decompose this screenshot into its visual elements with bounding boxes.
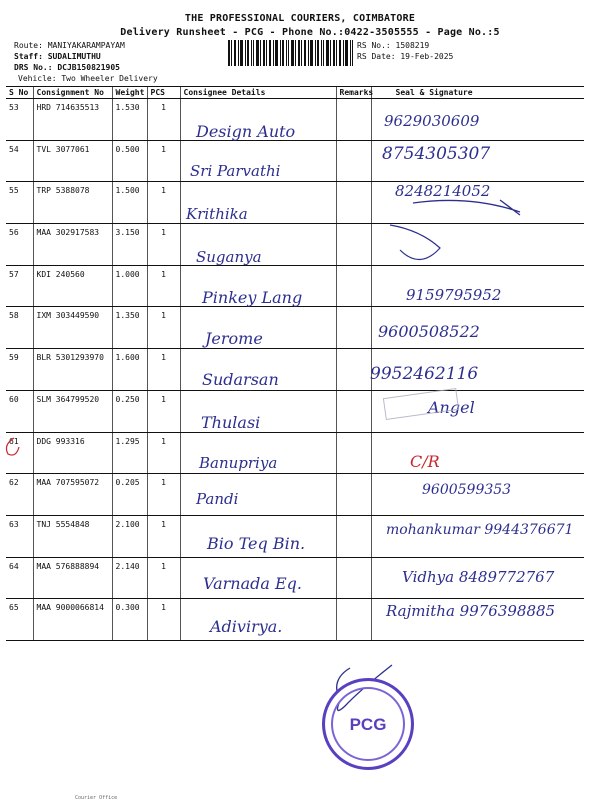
cell-signature <box>371 182 584 224</box>
cell-remarks <box>336 224 371 266</box>
cell-consignee <box>180 140 336 182</box>
rs-date: RS Date: 19-Feb-2025 <box>357 52 454 61</box>
vehicle-label: Vehicle: Two Wheeler Delivery <box>18 74 158 83</box>
drs-label: DRS No.: DCJB150821905 <box>14 63 120 72</box>
col-header-pcs: PCS <box>147 87 180 99</box>
runsheet-table <box>6 86 584 641</box>
cell-sno: 56 <box>6 224 33 266</box>
cell-signature <box>371 349 584 391</box>
footer-note: Courier Office <box>75 795 118 800</box>
cell-signature <box>371 390 584 432</box>
cell-consignee <box>180 432 336 474</box>
cell-pcs: 1 <box>147 182 180 224</box>
table-row <box>6 224 584 266</box>
cell-weight: 1.295 <box>112 432 147 474</box>
signature-handwriting: 9629030609 <box>384 112 480 130</box>
consignee-handwriting: Bio Teq Bin. <box>207 534 306 553</box>
cell-remarks <box>336 474 371 516</box>
consignee-handwriting: Banupriya <box>199 454 278 472</box>
cell-remarks <box>336 390 371 432</box>
pcg-seal-stamp <box>322 678 414 770</box>
cell-remarks <box>336 599 371 641</box>
cell-sno: 64 <box>6 557 33 599</box>
cell-consignee <box>180 265 336 307</box>
cell-weight: 1.500 <box>112 182 147 224</box>
consignee-handwriting: Sudarsan <box>202 370 279 389</box>
cell-remarks <box>336 140 371 182</box>
cell-consignee <box>180 182 336 224</box>
cell-pcs: 1 <box>147 557 180 599</box>
cell-sno: 58 <box>6 307 33 349</box>
cell-sno: 59 <box>6 349 33 391</box>
cell-consignment-no: MAA 576888894 <box>33 557 112 599</box>
cell-remarks <box>336 349 371 391</box>
cell-signature <box>371 515 584 557</box>
table-row <box>6 307 584 349</box>
cell-sno: 54 <box>6 140 33 182</box>
cell-consignment-no: HRD 714635513 <box>33 99 112 141</box>
table-row <box>6 349 584 391</box>
cell-sno: 61 <box>6 432 33 474</box>
table-header-row <box>6 87 584 99</box>
table-row <box>6 474 584 516</box>
cell-consignee <box>180 515 336 557</box>
table-row <box>6 140 584 182</box>
cell-signature <box>371 224 584 266</box>
col-header-sno: S No <box>6 87 33 99</box>
cell-remarks <box>336 557 371 599</box>
cell-remarks <box>336 432 371 474</box>
table-row <box>6 390 584 432</box>
cell-sno: 53 <box>6 99 33 141</box>
remark-handwriting: C/R <box>410 452 440 471</box>
cell-weight: 0.500 <box>112 140 147 182</box>
consignee-handwriting: Sri Parvathi <box>190 162 281 180</box>
cell-pcs: 1 <box>147 224 180 266</box>
cell-consignment-no: KDI 240560 <box>33 265 112 307</box>
table-row <box>6 515 584 557</box>
cell-consignment-no: DDG 993316 <box>33 432 112 474</box>
consignee-handwriting: Krithika <box>186 205 248 223</box>
consignee-handwriting: Adivirya. <box>210 617 283 636</box>
cell-remarks <box>336 99 371 141</box>
cell-pcs: 1 <box>147 349 180 391</box>
staff-label: Staff: SUDALIMUTHU <box>14 52 101 61</box>
cell-signature <box>371 140 584 182</box>
consignee-handwriting: Design Auto <box>196 122 296 141</box>
cell-consignee <box>180 557 336 599</box>
cell-pcs: 1 <box>147 307 180 349</box>
cell-consignment-no: MAA 302917583 <box>33 224 112 266</box>
table-row <box>6 557 584 599</box>
signature-handwriting: 8754305307 <box>382 144 491 164</box>
cell-consignment-no: IXM 303449590 <box>33 307 112 349</box>
cell-sno: 63 <box>6 515 33 557</box>
barcode-image <box>228 40 353 66</box>
signature-handwriting: 9600508522 <box>378 322 480 341</box>
cell-sno: 65 <box>6 599 33 641</box>
cell-consignee <box>180 99 336 141</box>
table-row <box>6 265 584 307</box>
signature-handwriting: Vidhya 8489772767 <box>402 568 555 586</box>
cell-consignment-no: TRP 5388078 <box>33 182 112 224</box>
rs-number: RS No.: 1508219 <box>357 41 430 50</box>
cell-signature <box>371 599 584 641</box>
table-row <box>6 432 584 474</box>
consignee-handwriting: Suganya <box>196 248 262 266</box>
consignee-handwriting: Jerome <box>205 329 263 348</box>
cell-consignee <box>180 349 336 391</box>
cell-consignee <box>180 307 336 349</box>
cell-signature <box>371 557 584 599</box>
consignee-handwriting: Varnada Eq. <box>203 574 302 593</box>
cell-consignment-no: MAA 9000066814 <box>33 599 112 641</box>
cell-pcs: 1 <box>147 432 180 474</box>
cell-weight: 0.250 <box>112 390 147 432</box>
signature-handwriting: Rajmitha 9976398885 <box>386 602 556 620</box>
signature-handwriting: mohankumar 9944376671 <box>386 522 574 538</box>
table-row <box>6 99 584 141</box>
cell-consignee <box>180 390 336 432</box>
cell-pcs: 1 <box>147 515 180 557</box>
cell-weight: 0.300 <box>112 599 147 641</box>
cell-weight: 2.100 <box>112 515 147 557</box>
cell-remarks <box>336 182 371 224</box>
cell-pcs: 1 <box>147 474 180 516</box>
col-header-weight: Weight <box>112 87 147 99</box>
stamp-text: PCG <box>349 715 387 734</box>
signature-handwriting: 9952462116 <box>370 364 479 384</box>
cell-consignment-no: TNJ 5554848 <box>33 515 112 557</box>
cell-signature <box>371 432 584 474</box>
col-header-consignee: Consignee Details <box>180 87 336 99</box>
cell-consignee <box>180 599 336 641</box>
table-row <box>6 182 584 224</box>
cell-pcs: 1 <box>147 390 180 432</box>
consignee-handwriting: Thulasi <box>201 413 261 432</box>
col-header-consignment: Consignment No <box>33 87 112 99</box>
cell-weight: 1.350 <box>112 307 147 349</box>
cell-sno: 60 <box>6 390 33 432</box>
cell-consignment-no: BLR 5301293970 <box>33 349 112 391</box>
cell-consignee <box>180 474 336 516</box>
table-row <box>6 599 584 641</box>
cell-weight: 1.600 <box>112 349 147 391</box>
cell-signature <box>371 307 584 349</box>
cell-signature <box>371 99 584 141</box>
cell-weight: 1.530 <box>112 99 147 141</box>
cell-weight: 1.000 <box>112 265 147 307</box>
col-header-signature: Seal & Signature <box>371 87 584 99</box>
signature-handwriting: 9600599353 <box>422 482 512 498</box>
cell-signature <box>371 474 584 516</box>
cell-consignment-no: MAA 707595072 <box>33 474 112 516</box>
cell-remarks <box>336 265 371 307</box>
cell-weight: 2.140 <box>112 557 147 599</box>
runsheet-title: THE PROFESSIONAL COURIERS, COIMBATORE <box>184 13 416 24</box>
cell-sno: 62 <box>6 474 33 516</box>
cell-remarks <box>336 515 371 557</box>
signature-handwriting: 8248214052 <box>395 182 491 200</box>
cell-consignment-no: TVL 3077061 <box>33 140 112 182</box>
cell-sno: 57 <box>6 265 33 307</box>
cell-pcs: 1 <box>147 265 180 307</box>
cell-consignment-no: SLM 364799520 <box>33 390 112 432</box>
cell-signature <box>371 265 584 307</box>
cell-sno: 55 <box>6 182 33 224</box>
consignee-handwriting: Pinkey Lang <box>202 288 303 307</box>
col-header-remarks: Remarks <box>336 87 371 99</box>
cell-pcs: 1 <box>147 140 180 182</box>
consignee-handwriting: Pandi <box>196 490 239 508</box>
cell-remarks <box>336 307 371 349</box>
cell-pcs: 1 <box>147 599 180 641</box>
cell-weight: 3.150 <box>112 224 147 266</box>
signature-handwriting: 9159795952 <box>406 286 502 304</box>
cell-pcs: 1 <box>147 99 180 141</box>
cell-consignee <box>180 224 336 266</box>
route-label: Route: MANIYAKARAMPAYAM <box>14 41 125 50</box>
runsheet-subtitle: Delivery Runsheet - PCG - Phone No.:0422-3505555 - Page No.:5 <box>120 27 500 38</box>
signature-handwriting: Angel <box>428 398 475 417</box>
cell-weight: 0.205 <box>112 474 147 516</box>
